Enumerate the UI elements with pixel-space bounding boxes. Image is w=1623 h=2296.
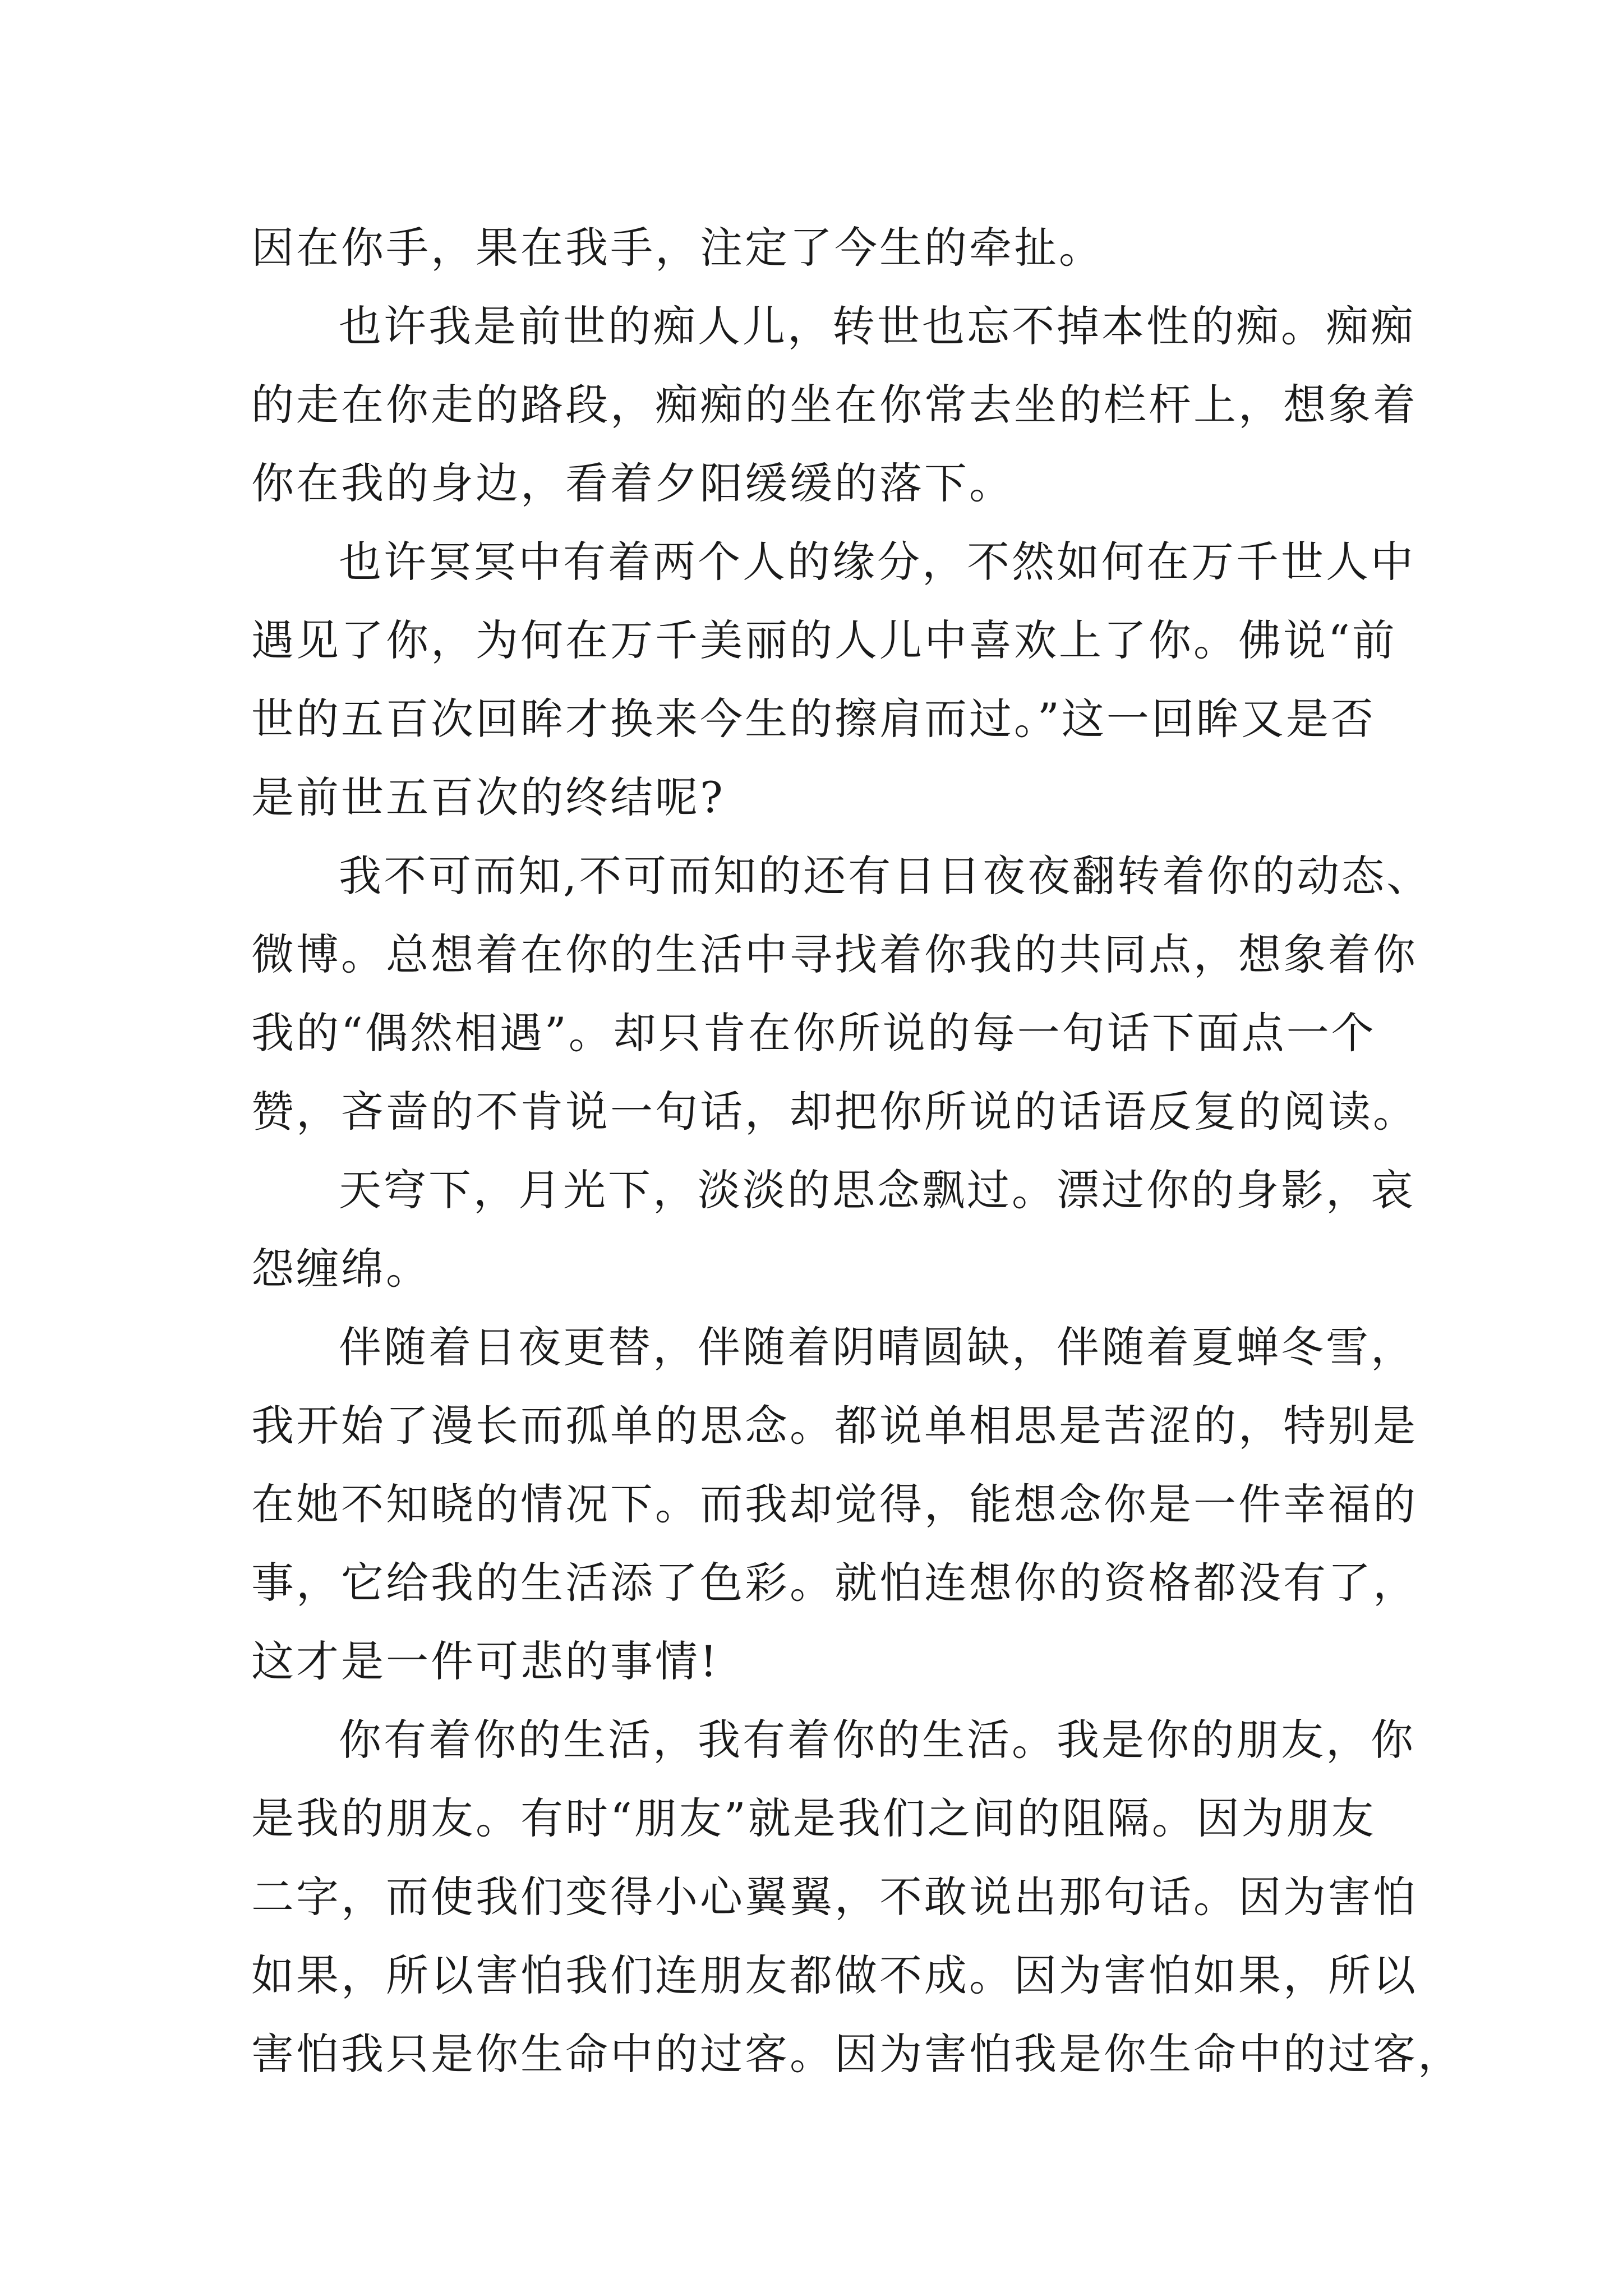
text-line: 微博。总想着在你的生活中寻找着你我的共同点，想象着你 — [251, 930, 1418, 979]
text-line: 害怕我只是你生命中的过客。因为害怕我是你生命中的过客， — [251, 2029, 1463, 2079]
text-line: 因在你手，果在我手，注定了今生的牵扯。 — [251, 223, 1104, 273]
text-line: 赞，吝啬的不肯说一句话，却把你所说的话语反复的阅读。 — [251, 1087, 1418, 1137]
text-line: 在她不知晓的情况下。而我却觉得，能想念你是一件幸福的 — [251, 1479, 1418, 1529]
paragraph-first-line: 伴随着日夜更替，伴随着阴晴圆缺，伴随着夏蝉冬雪， — [339, 1322, 1415, 1372]
paragraph-first-line: 也许我是前世的痴人儿，转世也忘不掉本性的痴。痴痴 — [339, 301, 1415, 351]
text-line: 我的“偶然相遇”。却只肯在你所说的每一句话下面点一个 — [251, 1008, 1376, 1058]
paragraph-first-line: 天穹下，月光下，淡淡的思念飘过。漂过你的身影，哀 — [339, 1165, 1415, 1215]
paragraph-first-line: 我不可而知,不可而知的还有日日夜夜翻转着你的动态、 — [339, 851, 1432, 901]
text-line: 怨缠绵。 — [251, 1244, 431, 1294]
text-line: 事，它给我的生活添了色彩。就怕连想你的资格都没有了， — [251, 1558, 1418, 1608]
text-line: 这才是一件可悲的事情! — [251, 1636, 720, 1686]
text-line: 如果，所以害怕我们连朋友都做不成。因为害怕如果，所以 — [251, 1950, 1418, 2000]
text-line: 我开始了漫长而孤单的思念。都说单相思是苦涩的，特别是 — [251, 1401, 1418, 1451]
text-line: 是前世五百次的终结呢? — [251, 772, 725, 822]
text-line: 的走在你走的路段，痴痴的坐在你常去坐的栏杆上，想象着 — [251, 380, 1418, 430]
paragraph-first-line: 也许冥冥中有着两个人的缘分，不然如何在万千世人中 — [339, 537, 1415, 587]
text-line: 你在我的身边，看着夕阳缓缓的落下。 — [251, 458, 1014, 508]
text-line: 二字，而使我们变得小心翼翼，不敢说出那句话。因为害怕 — [251, 1872, 1418, 1922]
text-line: 世的五百次回眸才换来今生的擦肩而过。”这一回眸又是否 — [251, 694, 1376, 744]
text-line: 遇见了你，为何在万千美丽的人儿中喜欢上了你。佛说“前 — [251, 615, 1397, 665]
paragraph-first-line: 你有着你的生活，我有着你的生活。我是你的朋友，你 — [339, 1715, 1415, 1765]
text-line: 是我的朋友。有时“朋友”就是我们之间的阻隔。因为朋友 — [251, 1793, 1376, 1843]
